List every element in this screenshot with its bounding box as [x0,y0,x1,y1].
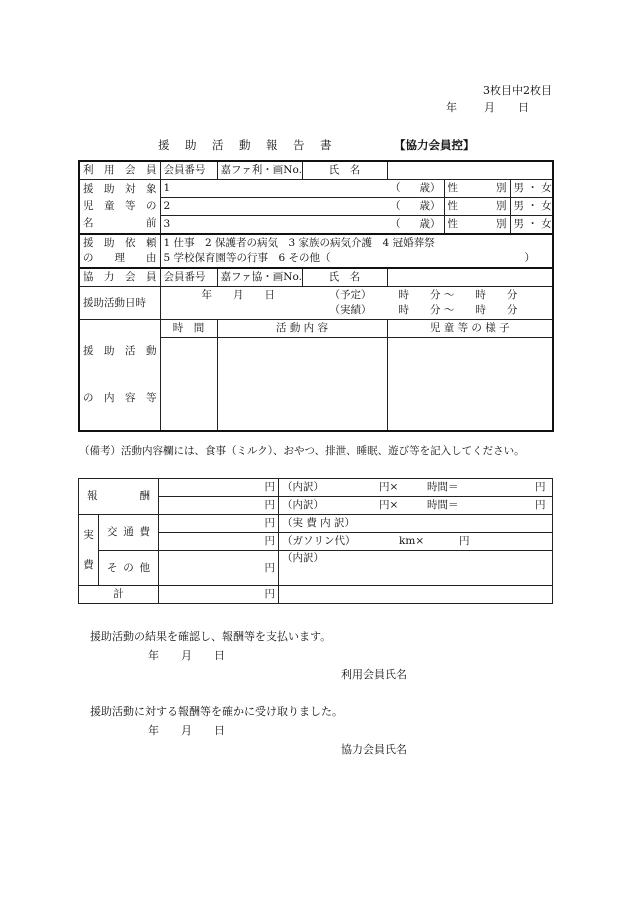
child-1-age[interactable]: （ 歳） [387,180,444,198]
activity-date-field[interactable]: 年 月 日 （予定） （実績） 時 分 ～ 時 分 時 分 ～ 時 分 [160,287,553,320]
fee-label: 報 酬 [79,479,159,515]
activity-date-label: 援助活動日時 [79,287,160,320]
total-amount[interactable]: 円 [159,586,279,604]
target-child-label: 援 助 対 象 児 童 等 の 名 前 [79,180,160,235]
copy-label: 【協力会員控】 [394,138,475,152]
helper-member-no[interactable]: 嘉ファ協・画No. [217,268,302,287]
actual-breakdown-label: （実 費 内 訳） [279,515,553,533]
header-year: 年 [446,101,457,114]
user-name-field[interactable] [387,161,553,180]
child-1-gender-label: 性 別 [444,180,510,198]
col-child-state-header: 児 童 等 の 様 子 [387,320,553,338]
col-time-header: 時 間 [160,320,217,338]
user-name-label: 氏 名 [302,161,387,180]
helper-name-field[interactable] [387,268,553,287]
user-member-no[interactable]: 嘉ファ利・画No. [217,161,302,180]
activity-content-label: 援 助 活 動 の 内 容 等 [79,320,160,432]
transport-amount-2[interactable]: 円 [159,533,279,551]
child-3-age[interactable]: （ 歳） [387,216,444,235]
transport-amount-1[interactable]: 円 [159,515,279,533]
receipt-confirm-text: 援助活動に対する報酬等を確かに受け取りました。 [90,705,343,718]
header-month: 月 [484,101,495,114]
helper-signature-label: 協力会員氏名 [341,743,407,756]
document-title: 援 助 活 動 報 告 書 [158,138,334,152]
fee-table [78,478,553,604]
user-member-no-label: 会員番号 [160,161,217,180]
col-activity-header: 活 動 内 容 [217,320,387,338]
fee-amount-1[interactable]: 円 [159,479,279,497]
child-1-gender[interactable]: 男 ・ 女 [510,180,553,198]
child-3-gender[interactable]: 男 ・ 女 [510,216,553,235]
child-2-name[interactable]: 2 [160,198,387,216]
other-cost-breakdown[interactable]: （内訳） [279,551,553,586]
child-3-name[interactable]: 3 [160,216,387,235]
reason-label: 援 助 依 頼 の 理 由 [79,234,160,268]
user-signature-label: 利用会員氏名 [341,668,407,681]
helper-member-no-label: 会員番号 [160,268,217,287]
child-3-gender-label: 性 別 [444,216,510,235]
user-member-label: 利 用 会 員 [79,161,160,180]
header-day: 日 [518,101,529,114]
helper-member-label: 協 力 会 員 [79,268,160,287]
gasoline-breakdown[interactable]: （ガソリン代） km× 円 [279,533,553,551]
helper-name-label: 氏 名 [302,268,387,287]
activity-time-cell[interactable] [160,338,217,432]
total-label: 計 [79,586,159,604]
child-2-gender-label: 性 別 [444,198,510,216]
remarks-note: （備考）活動内容欄には、食事（ミルク）、おやつ、排泄、睡眠、遊び等を記入してください。 [79,445,525,457]
payment-confirm-date[interactable]: 年 月 日 [148,649,225,662]
fee-amount-2[interactable]: 円 [159,497,279,515]
total-remarks [279,586,553,604]
receipt-confirm-date[interactable]: 年 月 日 [148,724,225,737]
child-1-name[interactable]: 1 [160,180,387,198]
child-state-cell[interactable] [387,338,553,432]
actual-cost-label: 実 費 [79,515,99,586]
other-cost-label: そ の 他 [99,551,159,586]
child-2-age[interactable]: （ 歳） [387,198,444,216]
page-indicator: 3枚目中2枚目 [483,84,552,97]
child-2-gender[interactable]: 男 ・ 女 [510,198,553,216]
reason-options[interactable]: 1 仕事 2 保護者の病気 3 家族の病気介護 4 冠婚葬祭 5 学校保育園等の行事 6 その他（ ） [160,234,553,268]
other-cost-amount[interactable]: 円 [159,551,279,586]
fee-breakdown-2[interactable]: （内訳） 円× 時間＝ 円 [279,497,553,515]
activity-content-cell[interactable] [217,338,387,432]
report-table [78,160,554,432]
payment-confirm-text: 援助活動の結果を確認し、報酬等を支払います。 [90,630,332,643]
transport-label: 交 通 費 [99,515,159,551]
fee-breakdown-1[interactable]: （内訳） 円× 時間＝ 円 [279,479,553,497]
